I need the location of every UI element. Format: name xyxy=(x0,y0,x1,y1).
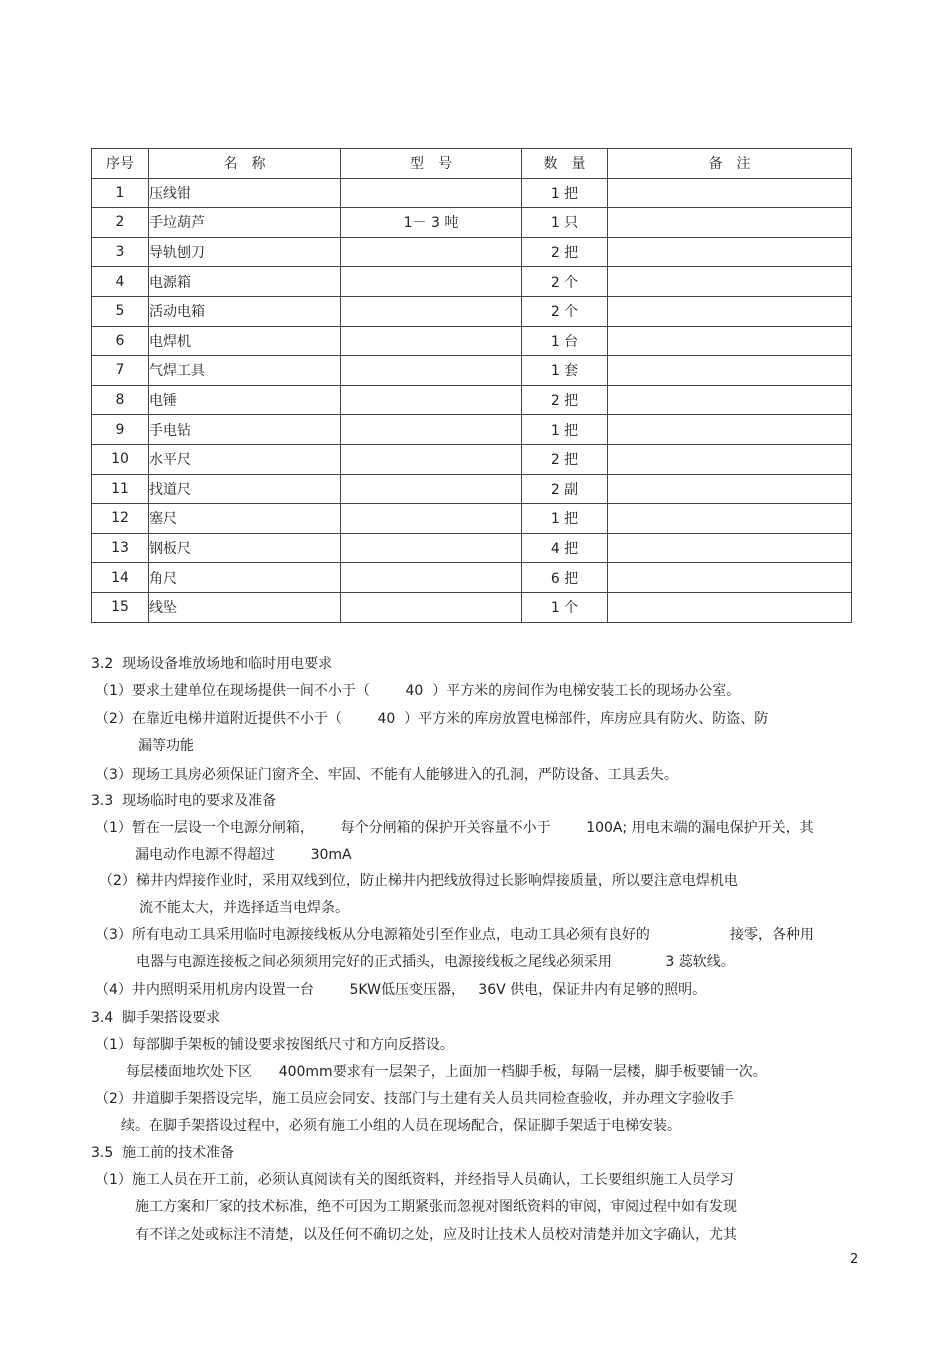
text-line: 3.2 现场设备堆放场地和临时用电要求 xyxy=(91,656,333,672)
cell-quantity: 1 把 xyxy=(522,504,608,534)
cell-index: 2 xyxy=(92,208,149,238)
cell-remark xyxy=(608,444,852,474)
cell-index: 12 xyxy=(92,504,149,534)
cell-index: 14 xyxy=(92,563,149,593)
cell-name: 角尺 xyxy=(149,563,341,593)
cell-name: 线坠 xyxy=(149,592,341,622)
cell-name: 塞尺 xyxy=(149,504,341,534)
text-line: 施工方案和厂家的技术标准，绝不可因为工期紧张而忽视对图纸资料的审阅，审阅过程中如有发现 xyxy=(135,1199,737,1215)
cell-name: 气焊工具 xyxy=(149,356,341,386)
cell-index: 5 xyxy=(92,296,149,326)
cell-name: 电源箱 xyxy=(149,267,341,297)
cell-remark xyxy=(608,533,852,563)
table-row xyxy=(92,237,852,267)
text-line: （2）梯井内焊接作业时，采用双线到位，防止梯井内把线放得过长影响焊接质量，所以要注意电焊机电 xyxy=(99,873,738,889)
cell-name: 压线钳 xyxy=(149,178,341,208)
text-line: 每层楼面地坎处下区 400mm要求有一层架子，上面加一档脚手板，每隔一层楼，脚手板要铺一次。 xyxy=(126,1064,767,1080)
cell-model xyxy=(341,237,522,267)
cell-remark xyxy=(608,563,852,593)
cell-model xyxy=(341,326,522,356)
table-row xyxy=(92,267,852,297)
cell-name: 活动电箱 xyxy=(149,296,341,326)
cell-index: 10 xyxy=(92,444,149,474)
cell-model xyxy=(341,267,522,297)
cell-quantity: 2 个 xyxy=(522,267,608,297)
cell-name: 导轨刨刀 xyxy=(149,237,341,267)
text-line: （2）井道脚手架搭设完毕，施工员应会同安、技部门与土建有关人员共同检查验收，并办理文字验收手 xyxy=(95,1091,734,1107)
header-remark: 备 注 xyxy=(608,149,852,179)
cell-remark xyxy=(608,474,852,504)
cell-index: 11 xyxy=(92,474,149,504)
cell-model xyxy=(341,533,522,563)
cell-remark xyxy=(608,356,852,386)
header-index: 序号 xyxy=(92,149,149,179)
header-model: 型 号 xyxy=(341,149,522,179)
cell-quantity: 2 把 xyxy=(522,237,608,267)
cell-quantity: 1 只 xyxy=(522,208,608,238)
cell-model xyxy=(341,296,522,326)
cell-quantity: 1 把 xyxy=(522,415,608,445)
text-line: （3）所有电动工具采用临时电源接线板从分电源箱处引至作业点，电动工具必须有良好的 接零，各种用 xyxy=(95,927,815,943)
cell-remark xyxy=(608,592,852,622)
cell-index: 4 xyxy=(92,267,149,297)
cell-index: 7 xyxy=(92,356,149,386)
cell-index: 6 xyxy=(92,326,149,356)
table-row xyxy=(92,385,852,415)
cell-quantity: 1 台 xyxy=(522,326,608,356)
text-line: （4）井内照明采用机房内设置一台 5KW低压变压器， 36V 供电，保证井内有足够的照明。 xyxy=(95,982,707,998)
cell-model xyxy=(341,563,522,593)
table-row xyxy=(92,563,852,593)
cell-remark xyxy=(608,385,852,415)
table-row xyxy=(92,415,852,445)
text-line: （1）每部脚手架板的铺设要求按图纸尺寸和方向反搭设。 xyxy=(95,1037,454,1053)
table-row xyxy=(92,474,852,504)
text-line: （3）现场工具房必须保证门窗齐全、牢固、不能有人能够进入的孔洞，严防设备、工具丢失。 xyxy=(95,767,678,783)
cell-quantity: 1 把 xyxy=(522,178,608,208)
text-line: 流不能太大，并选择适当电焊条。 xyxy=(139,900,349,916)
cell-name: 钢板尺 xyxy=(149,533,341,563)
text-line: 电器与电源连接板之间必须须用完好的正式插头，电源接线板之尾线必须采用 3 蕊软线。 xyxy=(136,954,735,970)
table-row xyxy=(92,178,852,208)
cell-name: 电焊机 xyxy=(149,326,341,356)
table-row xyxy=(92,356,852,386)
cell-index: 9 xyxy=(92,415,149,445)
cell-name: 手垃葫芦 xyxy=(149,208,341,238)
cell-remark xyxy=(608,415,852,445)
text-line: 漏等功能 xyxy=(138,738,194,754)
cell-remark xyxy=(608,504,852,534)
cell-quantity: 2 副 xyxy=(522,474,608,504)
text-line: 有不详之处或标注不清楚，以及任何不确切之处，应及时让技术人员校对清楚并加文字确认，尤其 xyxy=(135,1227,737,1243)
cell-index: 8 xyxy=(92,385,149,415)
cell-quantity: 6 把 xyxy=(522,563,608,593)
cell-remark xyxy=(608,296,852,326)
cell-remark xyxy=(608,326,852,356)
text-line: （1）要求土建单位在现场提供一间不小于（ 40 ）平方米的房间作为电梯安装工长的现场办公室。 xyxy=(95,683,741,699)
cell-remark xyxy=(608,208,852,238)
table-row xyxy=(92,504,852,534)
cell-name: 找道尺 xyxy=(149,474,341,504)
cell-quantity: 4 把 xyxy=(522,533,608,563)
cell-remark xyxy=(608,178,852,208)
cell-model xyxy=(341,504,522,534)
text-line: 3.4 脚手架搭设要求 xyxy=(91,1010,221,1026)
cell-index: 15 xyxy=(92,592,149,622)
cell-quantity: 1 个 xyxy=(522,592,608,622)
cell-name: 电锤 xyxy=(149,385,341,415)
text-line: （2）在靠近电梯井道附近提供不小于（ 40 ）平方米的库房放置电梯部件，库房应具有防火、防盗、防 xyxy=(95,711,769,727)
text-line: 漏电动作电源不得超过 30mA xyxy=(135,847,352,863)
text-line: （1）施工人员在开工前，必须认真阅读有关的图纸资料，并经指导人员确认，工长要组织施工人员学习 xyxy=(95,1172,734,1188)
cell-quantity: 2 个 xyxy=(522,296,608,326)
tools-table xyxy=(91,148,852,623)
cell-remark xyxy=(608,237,852,267)
table-row xyxy=(92,326,852,356)
page-number: 2 xyxy=(850,1252,859,1267)
cell-model xyxy=(341,592,522,622)
cell-model xyxy=(341,444,522,474)
table-row xyxy=(92,296,852,326)
cell-model xyxy=(341,356,522,386)
table-row xyxy=(92,592,852,622)
cell-model xyxy=(341,415,522,445)
cell-remark xyxy=(608,267,852,297)
header-name: 名 称 xyxy=(149,149,341,179)
table-header-row xyxy=(92,149,852,179)
text-line: （1）暂在一层设一个电源分闸箱， 每个分闸箱的保护开关容量不小于 100A; 用电末端的漏电保护开关，其 xyxy=(95,820,814,836)
text-line: 3.3 现场临时电的要求及准备 xyxy=(91,793,277,809)
cell-quantity: 2 把 xyxy=(522,444,608,474)
table-row xyxy=(92,444,852,474)
cell-quantity: 1 套 xyxy=(522,356,608,386)
cell-index: 3 xyxy=(92,237,149,267)
cell-model xyxy=(341,385,522,415)
cell-index: 1 xyxy=(92,178,149,208)
header-quantity: 数 量 xyxy=(522,149,608,179)
table-row xyxy=(92,533,852,563)
cell-index: 13 xyxy=(92,533,149,563)
cell-name: 手电钻 xyxy=(149,415,341,445)
text-line: 3.5 施工前的技术准备 xyxy=(91,1145,235,1161)
cell-quantity: 2 把 xyxy=(522,385,608,415)
text-line: 续。在脚手架搭设过程中，必须有施工小组的人员在现场配合，保证脚手架适于电梯安装。 xyxy=(121,1118,681,1134)
table-row xyxy=(92,208,852,238)
cell-name: 水平尺 xyxy=(149,444,341,474)
cell-model xyxy=(341,474,522,504)
cell-model xyxy=(341,178,522,208)
cell-model: 1－ 3 吨 xyxy=(341,208,522,238)
